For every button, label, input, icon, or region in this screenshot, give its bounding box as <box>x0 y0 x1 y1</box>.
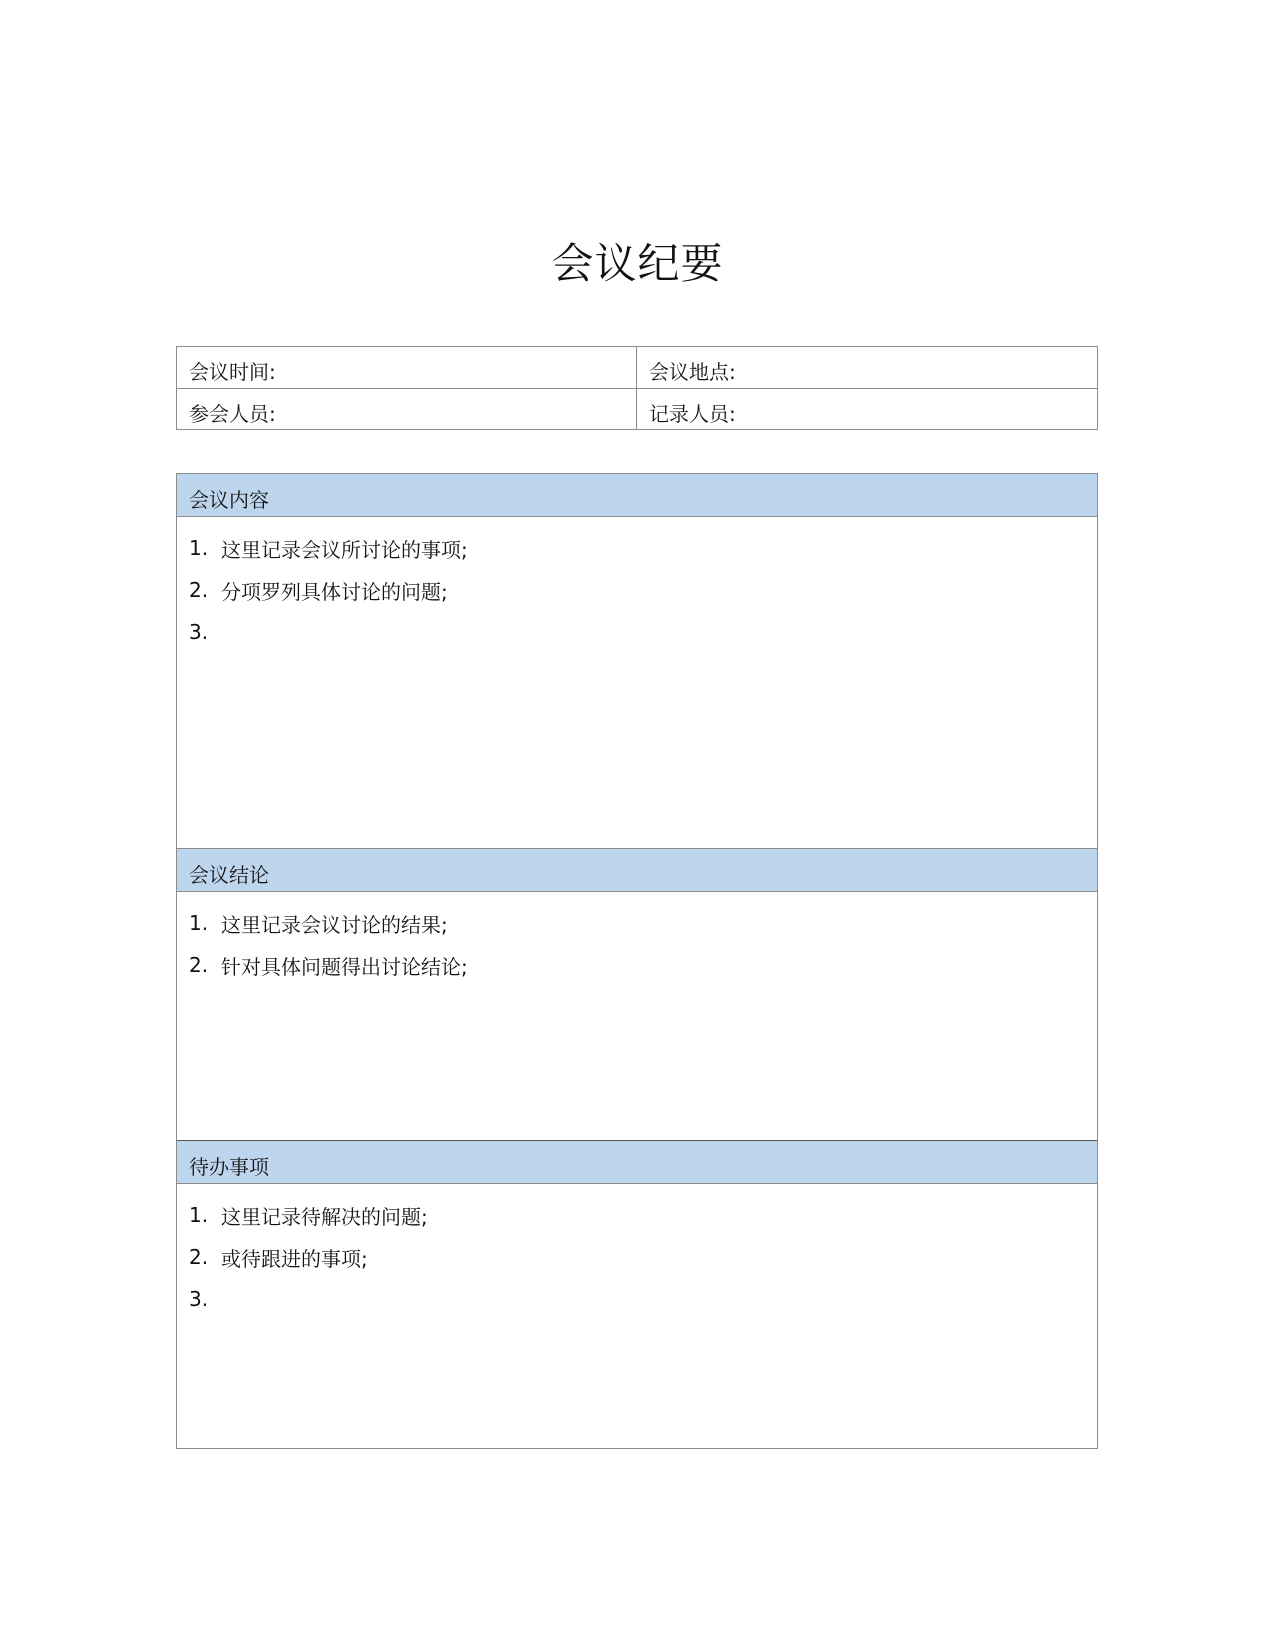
list-item-text: 针对具体问题得出讨论结论; <box>221 954 468 979</box>
minutes-table <box>176 473 1098 1449</box>
list-item-text: 这里记录会议所讨论的事项; <box>221 537 468 562</box>
list-item <box>177 1278 1097 1320</box>
section-header-content: 会议内容 <box>177 474 1097 517</box>
todo-section <box>177 1141 1097 1448</box>
info-row <box>177 389 1097 430</box>
list-item-text: 或待跟进的事项; <box>221 1246 368 1271</box>
section-body-todo[interactable] <box>177 1184 1097 1320</box>
info-row <box>177 347 1097 389</box>
section-header-todo: 待办事项 <box>177 1141 1097 1184</box>
list-item <box>177 569 1097 611</box>
list-item-number: 1. <box>189 911 209 935</box>
list-item-text: 这里记录会议讨论的结果; <box>221 912 448 937</box>
list-item-number: 1. <box>189 1203 209 1227</box>
list-item <box>177 902 1097 944</box>
list-item-number: 1. <box>189 536 209 560</box>
list-item <box>177 944 1097 986</box>
list-item <box>177 1236 1097 1278</box>
meeting-conclusion-section <box>177 849 1097 1141</box>
meeting-info-table <box>176 346 1098 430</box>
list-item <box>177 611 1097 653</box>
list-item-number: 2. <box>189 1245 209 1269</box>
list-item <box>177 527 1097 569</box>
attendees-field[interactable]: 参会人员: <box>177 389 637 430</box>
list-item-number: 3. <box>189 1287 209 1311</box>
list-item-number: 2. <box>189 578 209 602</box>
section-header-conclusion: 会议结论 <box>177 849 1097 892</box>
meeting-time-field[interactable]: 会议时间: <box>177 347 637 388</box>
list-item-text: 这里记录待解决的问题; <box>221 1204 428 1229</box>
list-item-number: 2. <box>189 953 209 977</box>
section-body-content[interactable] <box>177 517 1097 653</box>
meeting-location-field[interactable]: 会议地点: <box>649 360 736 384</box>
recorder-field[interactable]: 记录人员: <box>649 402 736 426</box>
list-item-text: 分项罗列具体讨论的问题; <box>221 579 448 604</box>
document-title: 会议纪要 <box>551 239 724 288</box>
section-body-conclusion[interactable] <box>177 892 1097 986</box>
list-item-number: 3. <box>189 620 209 644</box>
list-item <box>177 1194 1097 1236</box>
meeting-content-section <box>177 474 1097 849</box>
